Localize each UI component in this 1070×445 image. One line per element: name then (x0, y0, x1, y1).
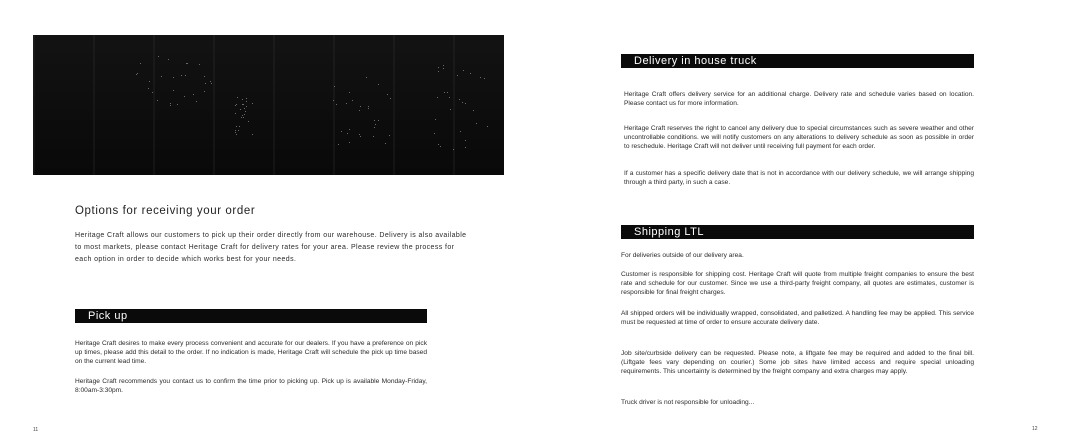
hero-photo-speck (349, 129, 350, 130)
hero-photo-speck (387, 94, 388, 95)
hero-photo-speck (236, 104, 237, 105)
hero-photo-speck (248, 121, 249, 122)
hero-photo-speck (480, 77, 481, 78)
hero-photo-speck (158, 56, 159, 57)
hero-photo-speck (205, 83, 206, 84)
hero-photo-speck (360, 106, 361, 107)
hero-photo-speck (390, 98, 391, 99)
hero-photo-speck (450, 109, 451, 110)
pickup-heading: Pick up (75, 309, 427, 323)
hero-photo-speck (438, 71, 439, 72)
hero-photo-speck (447, 92, 448, 93)
hero-photo-speck (374, 120, 375, 121)
hero-photo-speck (459, 99, 460, 100)
hero-photo-speck (235, 132, 236, 133)
hero-photo-speck (462, 102, 463, 103)
hero-photo-speck (161, 76, 162, 77)
hero-photo-speck (435, 119, 436, 120)
hero-photo-speck (239, 126, 240, 127)
shipping-paragraph-3: All shipped orders will be individually wrapped, consolidated, and palletized. A handling fee may be applied. This service must be requested at time of order to ensure accurate delivery date. (621, 310, 974, 327)
hero-photo-speck (137, 73, 138, 74)
hero-photo-speck (349, 142, 350, 143)
hero-photo-speck (437, 97, 438, 98)
shipping-paragraph-2: Customer is responsible for shipping cost. Heritage Craft will quote from multiple freight companies to ensure the best rate and schedule for our customer. Since we use a third-party freight company, all quotes are estimates, customer is responsible for final freight charges. (621, 271, 974, 297)
shipping-heading: Shipping LTL (621, 225, 974, 239)
hero-photo-speck (204, 91, 205, 92)
hero-photo-speck (242, 104, 243, 105)
hero-photo-speck (241, 117, 242, 118)
hero-photo-speck (244, 114, 245, 115)
hero-photo-speck (168, 59, 169, 60)
delivery-paragraph-1: Heritage Craft offers delivery service for an additional charge. Delivery rate and schedule varies based on location. Please contact us for more information. (624, 91, 974, 108)
hero-photo-speck (443, 68, 444, 69)
hero-photo-speck (242, 99, 243, 100)
hero-photo-speck (374, 127, 375, 128)
hero-photo (33, 35, 504, 175)
delivery-paragraph-2: Heritage Craft reserves the right to cancel any delivery due to special circumstances such as severe weather and other uncontrollable conditions. we will notify customers on any alterations to delivery schedule as soon as possible in order to reschedule. Heritage Craft will not deliver until receiving full payment for each order. (624, 125, 974, 151)
hero-photo-speck (349, 92, 350, 93)
hero-photo-speck (148, 88, 149, 89)
pickup-paragraph-1: Heritage Craft desires to make every process convenient and accurate for our dealers. If you have a preference on pick up times, please add this detail to the order. If no indication is made, Heritage Craft will schedule the pick up time based on the current lead time. (75, 340, 427, 366)
hero-photo-speck (440, 146, 441, 147)
shipping-paragraph-5: Truck driver is not responsible for unloading... (621, 399, 755, 406)
hero-photo-speck (449, 97, 450, 98)
page-number-right: 12 (1032, 426, 1038, 432)
hero-photo-speck (136, 74, 137, 75)
hero-photo-speck (246, 106, 247, 107)
hero-photo-speck (238, 130, 239, 131)
hero-photo-speck (476, 123, 477, 124)
hero-photo-speck (366, 77, 367, 78)
hero-photo-speck (211, 83, 212, 84)
hero-photo-speck (473, 110, 474, 111)
shipping-paragraph-4: Job site/curbside delivery can be requested. Please note, a liftgate fee may be required and added to the final bill. (Liftgate fees vary depending on courier.) Some job sites have limited access and require special unloading requirements. This uncertainty is determined by the freight company and extra charges may apply. (621, 350, 974, 376)
hero-photo-speck (389, 135, 390, 136)
hero-photo-speck (170, 105, 171, 106)
hero-photo-speck (252, 103, 253, 104)
hero-photo-speck (385, 143, 386, 144)
hero-photo-speck (252, 134, 253, 135)
hero-photo-speck (240, 109, 241, 110)
hero-photo-speck (368, 108, 369, 109)
hero-photo-speck (187, 63, 188, 64)
hero-photo-speck (196, 101, 197, 102)
hero-photo-speck (465, 103, 466, 104)
hero-photo-speck (236, 126, 237, 127)
hero-photo-speck (235, 113, 236, 114)
hero-photo-speck (463, 70, 464, 71)
hero-photo-speck (246, 101, 247, 102)
hero-photo-speck (460, 131, 461, 132)
hero-photo-speck (244, 108, 245, 109)
hero-photo-speck (157, 100, 158, 101)
hero-photo-speck (245, 111, 246, 112)
hero-photo-speck (465, 140, 466, 141)
section-title: Options for receiving your order (75, 205, 256, 217)
hero-photo-speck (333, 100, 334, 101)
hero-photo-speck (360, 136, 361, 137)
hero-photo-speck (443, 65, 444, 66)
hero-photo-speck (347, 133, 348, 134)
hero-photo-speck (149, 81, 150, 82)
intro-paragraph: Heritage Craft allows our customers to pick up their order directly from our warehouse. Delivery is also available to most markets, please contact Heritage Craft for delivery rates for your area. Please review the process for each option in order to decide which works best for your needs. (75, 232, 467, 263)
hero-photo-speck (434, 133, 435, 134)
hero-photo-speck (438, 144, 439, 145)
hero-photo-shading (33, 35, 504, 175)
hero-photo-speck (235, 130, 236, 131)
hero-photo-speck (140, 63, 141, 64)
hero-photo-speck (438, 67, 439, 68)
hero-photo-speck (173, 90, 174, 91)
hero-photo-speck (336, 104, 337, 105)
hero-photo-speck (375, 124, 376, 125)
delivery-paragraph-3: If a customer has a specific delivery date that is not in accordance with our delivery schedule, we will arrange shipping through a third party, in such a case. (624, 170, 974, 187)
hero-photo-speck (338, 144, 339, 145)
hero-photo-speck (204, 76, 205, 77)
shipping-paragraph-1: For deliveries outside of our delivery area. (621, 252, 744, 259)
hero-photo-speck (177, 104, 178, 105)
hero-photo-speck (470, 73, 471, 74)
hero-photo-speck (373, 136, 374, 137)
hero-photo-speck (341, 131, 342, 132)
hero-photo-speck (193, 94, 194, 95)
hero-photo-speck (246, 98, 247, 99)
hero-photo-speck (181, 75, 182, 76)
hero-photo-speck (378, 120, 379, 121)
hero-photo-speck (484, 78, 485, 79)
hero-photo-speck (359, 110, 360, 111)
hero-photo-speck (237, 97, 238, 98)
hero-photo-speck (378, 84, 379, 85)
pickup-paragraph-2: Heritage Craft recommends you contact us to confirm the time prior to picking up. Pick up is available Monday-Friday, 8:00am-3:30pm. (75, 378, 427, 395)
hero-photo-speck (184, 96, 185, 97)
hero-photo-speck (444, 92, 445, 93)
hero-photo-speck (368, 106, 369, 107)
hero-photo-speck (210, 81, 211, 82)
hero-photo-speck (334, 86, 335, 87)
delivery-heading: Delivery in house truck (621, 54, 974, 68)
hero-photo-speck (465, 147, 466, 148)
hero-photo-speck (457, 75, 458, 76)
hero-photo-speck (352, 100, 353, 101)
hero-photo-speck (453, 149, 454, 150)
hero-photo-speck (173, 77, 174, 78)
hero-photo-speck (152, 92, 153, 93)
hero-photo-speck (346, 103, 347, 104)
hero-photo-speck (487, 126, 488, 127)
hero-photo-speck (243, 117, 244, 118)
hero-photo-speck (185, 75, 186, 76)
hero-photo-speck (359, 134, 360, 135)
hero-photo-speck (236, 134, 237, 135)
page-number-left: 11 (33, 427, 39, 433)
hero-photo-speck (199, 64, 200, 65)
